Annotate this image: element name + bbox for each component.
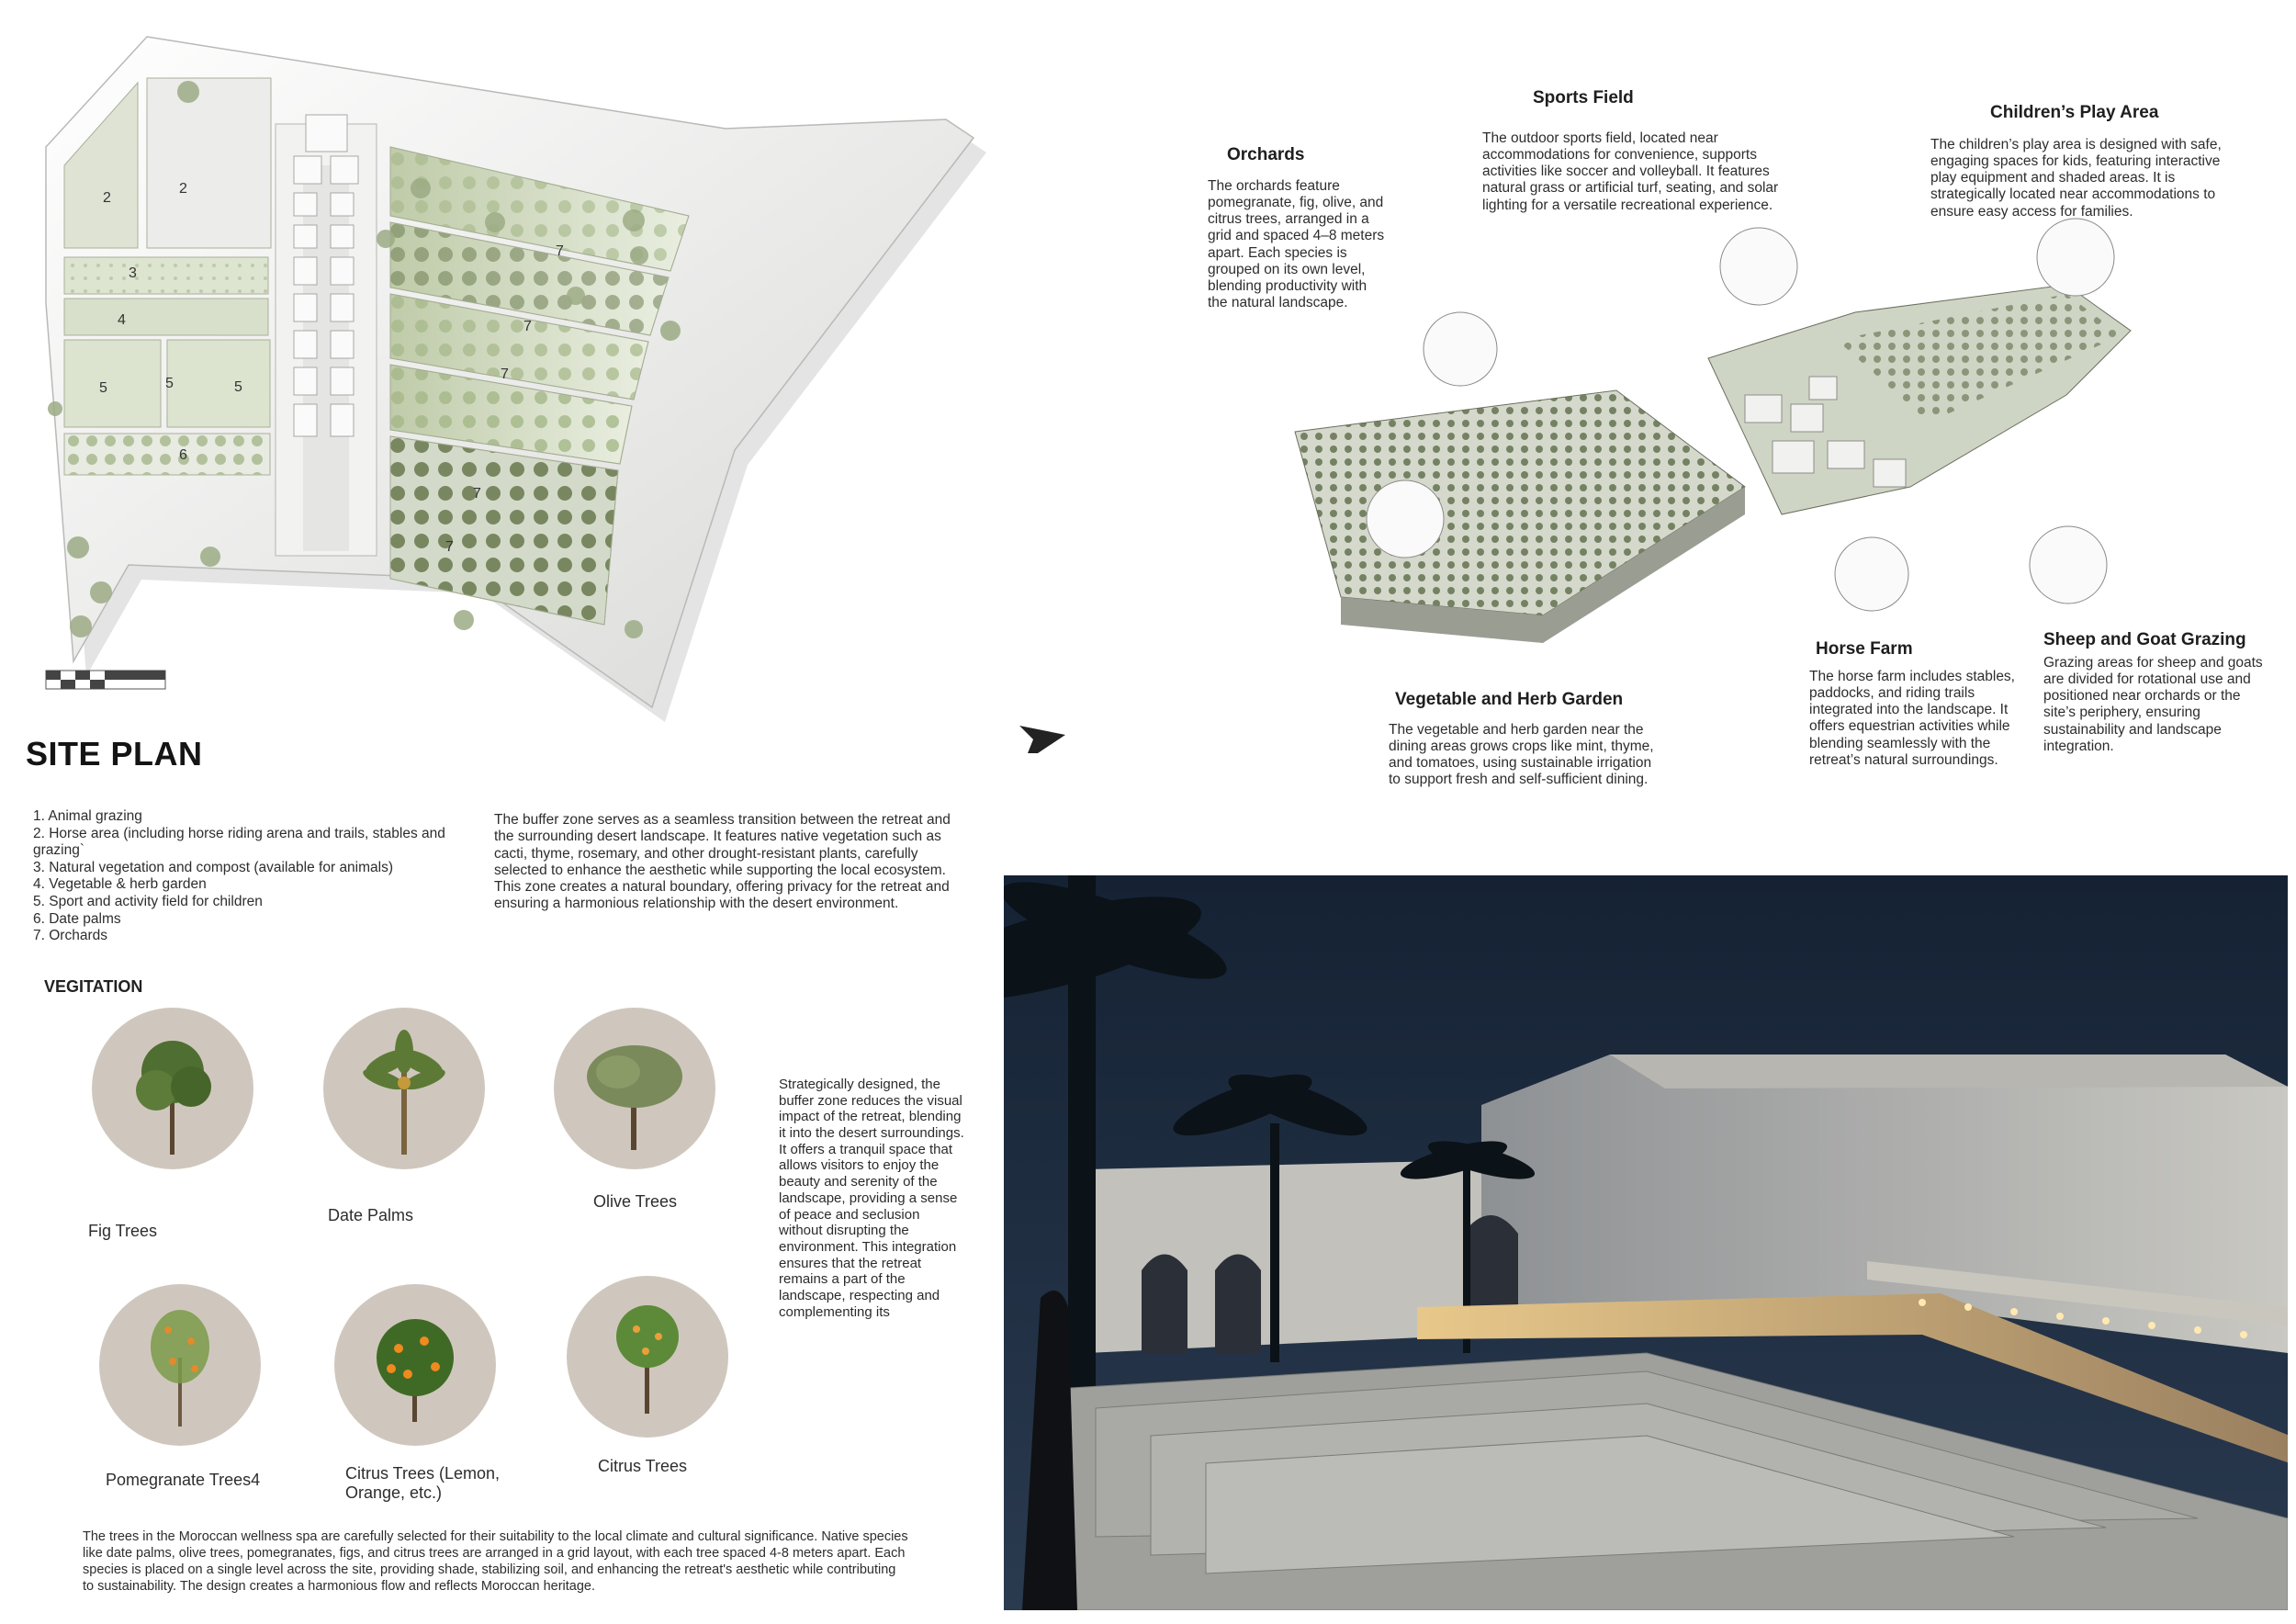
vegetation-heading: VEGITATION: [44, 977, 143, 996]
zone-label: 2: [179, 181, 187, 197]
zone-label: 6: [179, 447, 187, 463]
axonometric-view: [1267, 211, 2296, 671]
buffer-zone-description-2: Strategically designed, the buffer zone reduces the visual impact of the retreat, blending it into the desert surroundings. It offers a tranquil space that allows visitors to enjoy the beauty and serenity of the landscape, providing a sense of peace and seclusion without disrupting the environment. This integration ensures that the retreat remains a part of the landscape, respecting and complementing its: [779, 1077, 964, 1320]
tree-label: Fig Trees: [88, 1222, 158, 1240]
legend-item: 1. Animal grazing: [33, 808, 142, 824]
citrus-tree-icon: [334, 1284, 496, 1446]
citrus-tree-icon: [567, 1276, 728, 1438]
orchards-heading: Orchards: [1227, 145, 1305, 164]
tree-label: Citrus Trees: [598, 1457, 688, 1475]
north-arrow-icon: [1019, 726, 1065, 753]
tree-label: Pomegranate Trees4: [106, 1471, 261, 1489]
legend-item: 4. Vegetable & herb garden: [33, 876, 207, 893]
legend-item: 5. Sport and activity field for children: [33, 893, 263, 909]
site-plan-title: SITE PLAN: [26, 735, 203, 773]
legend-item: 2. Horse area (including horse riding arena and trails, stables and grazing`: [33, 825, 445, 859]
date-palm-icon: [323, 1008, 485, 1169]
tree-label: Date Palms: [328, 1206, 414, 1224]
horse-farm-heading: Horse Farm: [1816, 639, 1913, 659]
tree-selection-paragraph: The trees in the Moroccan wellness spa are carefully selected for their suitability to the local climate and cultural significance. Native species like date palms, olive trees, pomegranates, figs, and citrus trees are arranged in a grid layout, with each tree spaced 4-8 meters apart. Each species is placed on a single level across the site, providing shade, stabilizing soil, and enhancing the retreat's aesthetic while contributing to sustainability. The design creates a harmonious flow and reflects Moroccan heritage.: [83, 1529, 908, 1595]
vegetable-garden-heading: Vegetable and Herb Garden: [1395, 690, 1624, 709]
sports-field-text: The outdoor sports field, located near accommodations for convenience, supports activities like soccer and volleyball. It features natural grass or artificial turf, seating, and solar lighting for a versatile recreational experience.: [1482, 130, 1779, 213]
zone-label: 3: [129, 265, 137, 281]
zone-label: 5: [99, 380, 107, 396]
childrens-play-text: The children’s play area is designed with safe, engaging spaces for kids, featuring interactive play equipment and shaded areas. It is strategically located near accommodations to ensure easy access for families.: [1930, 137, 2222, 220]
zone-label: 7: [501, 367, 509, 382]
horse-farm-text: The horse farm includes stables, paddocks, and riding trails integrated into the landscape. It offers equestrian activities while blending seamlessly with the retreat’s natural surroundings.: [1809, 669, 2015, 768]
zone-label: 2: [103, 190, 111, 206]
sheep-goat-heading: Sheep and Goat Grazing: [2043, 630, 2246, 649]
site-plan-legend: [33, 808, 456, 945]
sports-field-heading: Sports Field: [1533, 88, 1634, 107]
fig-tree-icon: [92, 1008, 253, 1169]
vegetable-garden-text: The vegetable and herb garden near the dining areas grows crops like mint, thyme, and tomatoes, using sustainable irrigation to support fresh and self-sufficient dining.: [1389, 722, 1654, 788]
childrens-play-heading: Children’s Play Area: [1990, 103, 2159, 122]
zone-label: 5: [234, 379, 242, 395]
zone-label: 4: [118, 312, 126, 328]
zone-label: 5: [165, 376, 174, 391]
legend-item: 7. Orchards: [33, 928, 107, 944]
tree-label: Olive Trees: [593, 1192, 678, 1211]
pomegranate-tree-icon: [99, 1284, 261, 1446]
buffer-zone-description: The buffer zone serves as a seamless transition between the retreat and the surrounding desert landscape. It features native vegetation such as cacti, thyme, rosemary, and other drought-resistant plants, carefully selected to enhance the aesthetic while supporting the local ecosystem. This zone creates a natural boundary, offering privacy for the retreat and ensuring a harmonious relationship with the desert environment.: [494, 812, 951, 912]
site-plan-drawing: [28, 28, 1148, 753]
orchards-text: The orchards feature pomegranate, fig, olive, and citrus trees, arranged in a grid and spaced 4–8 meters apart. Each species is grouped on its own level, blending productivity with the natural landscape.: [1208, 178, 1385, 310]
legend-item: 6. Date palms: [33, 910, 121, 927]
legend-item: 3. Natural vegetation and compost (available for animals): [33, 859, 394, 875]
olive-tree-icon: [554, 1008, 715, 1169]
tree-label: Citrus Trees (Lemon, Orange, etc.): [345, 1464, 501, 1502]
night-render-image: [1004, 875, 2288, 1610]
zone-label: 7: [556, 243, 564, 259]
scale-bar: [46, 671, 165, 689]
sheep-goat-text: Grazing areas for sheep and goats are divided for rotational use and positioned near orchards or the site’s periphery, ensuring sustainability and landscape integration.: [2043, 655, 2263, 754]
zone-label: 7: [473, 486, 481, 502]
zone-label: 7: [523, 319, 532, 334]
zone-label: 7: [445, 539, 454, 555]
